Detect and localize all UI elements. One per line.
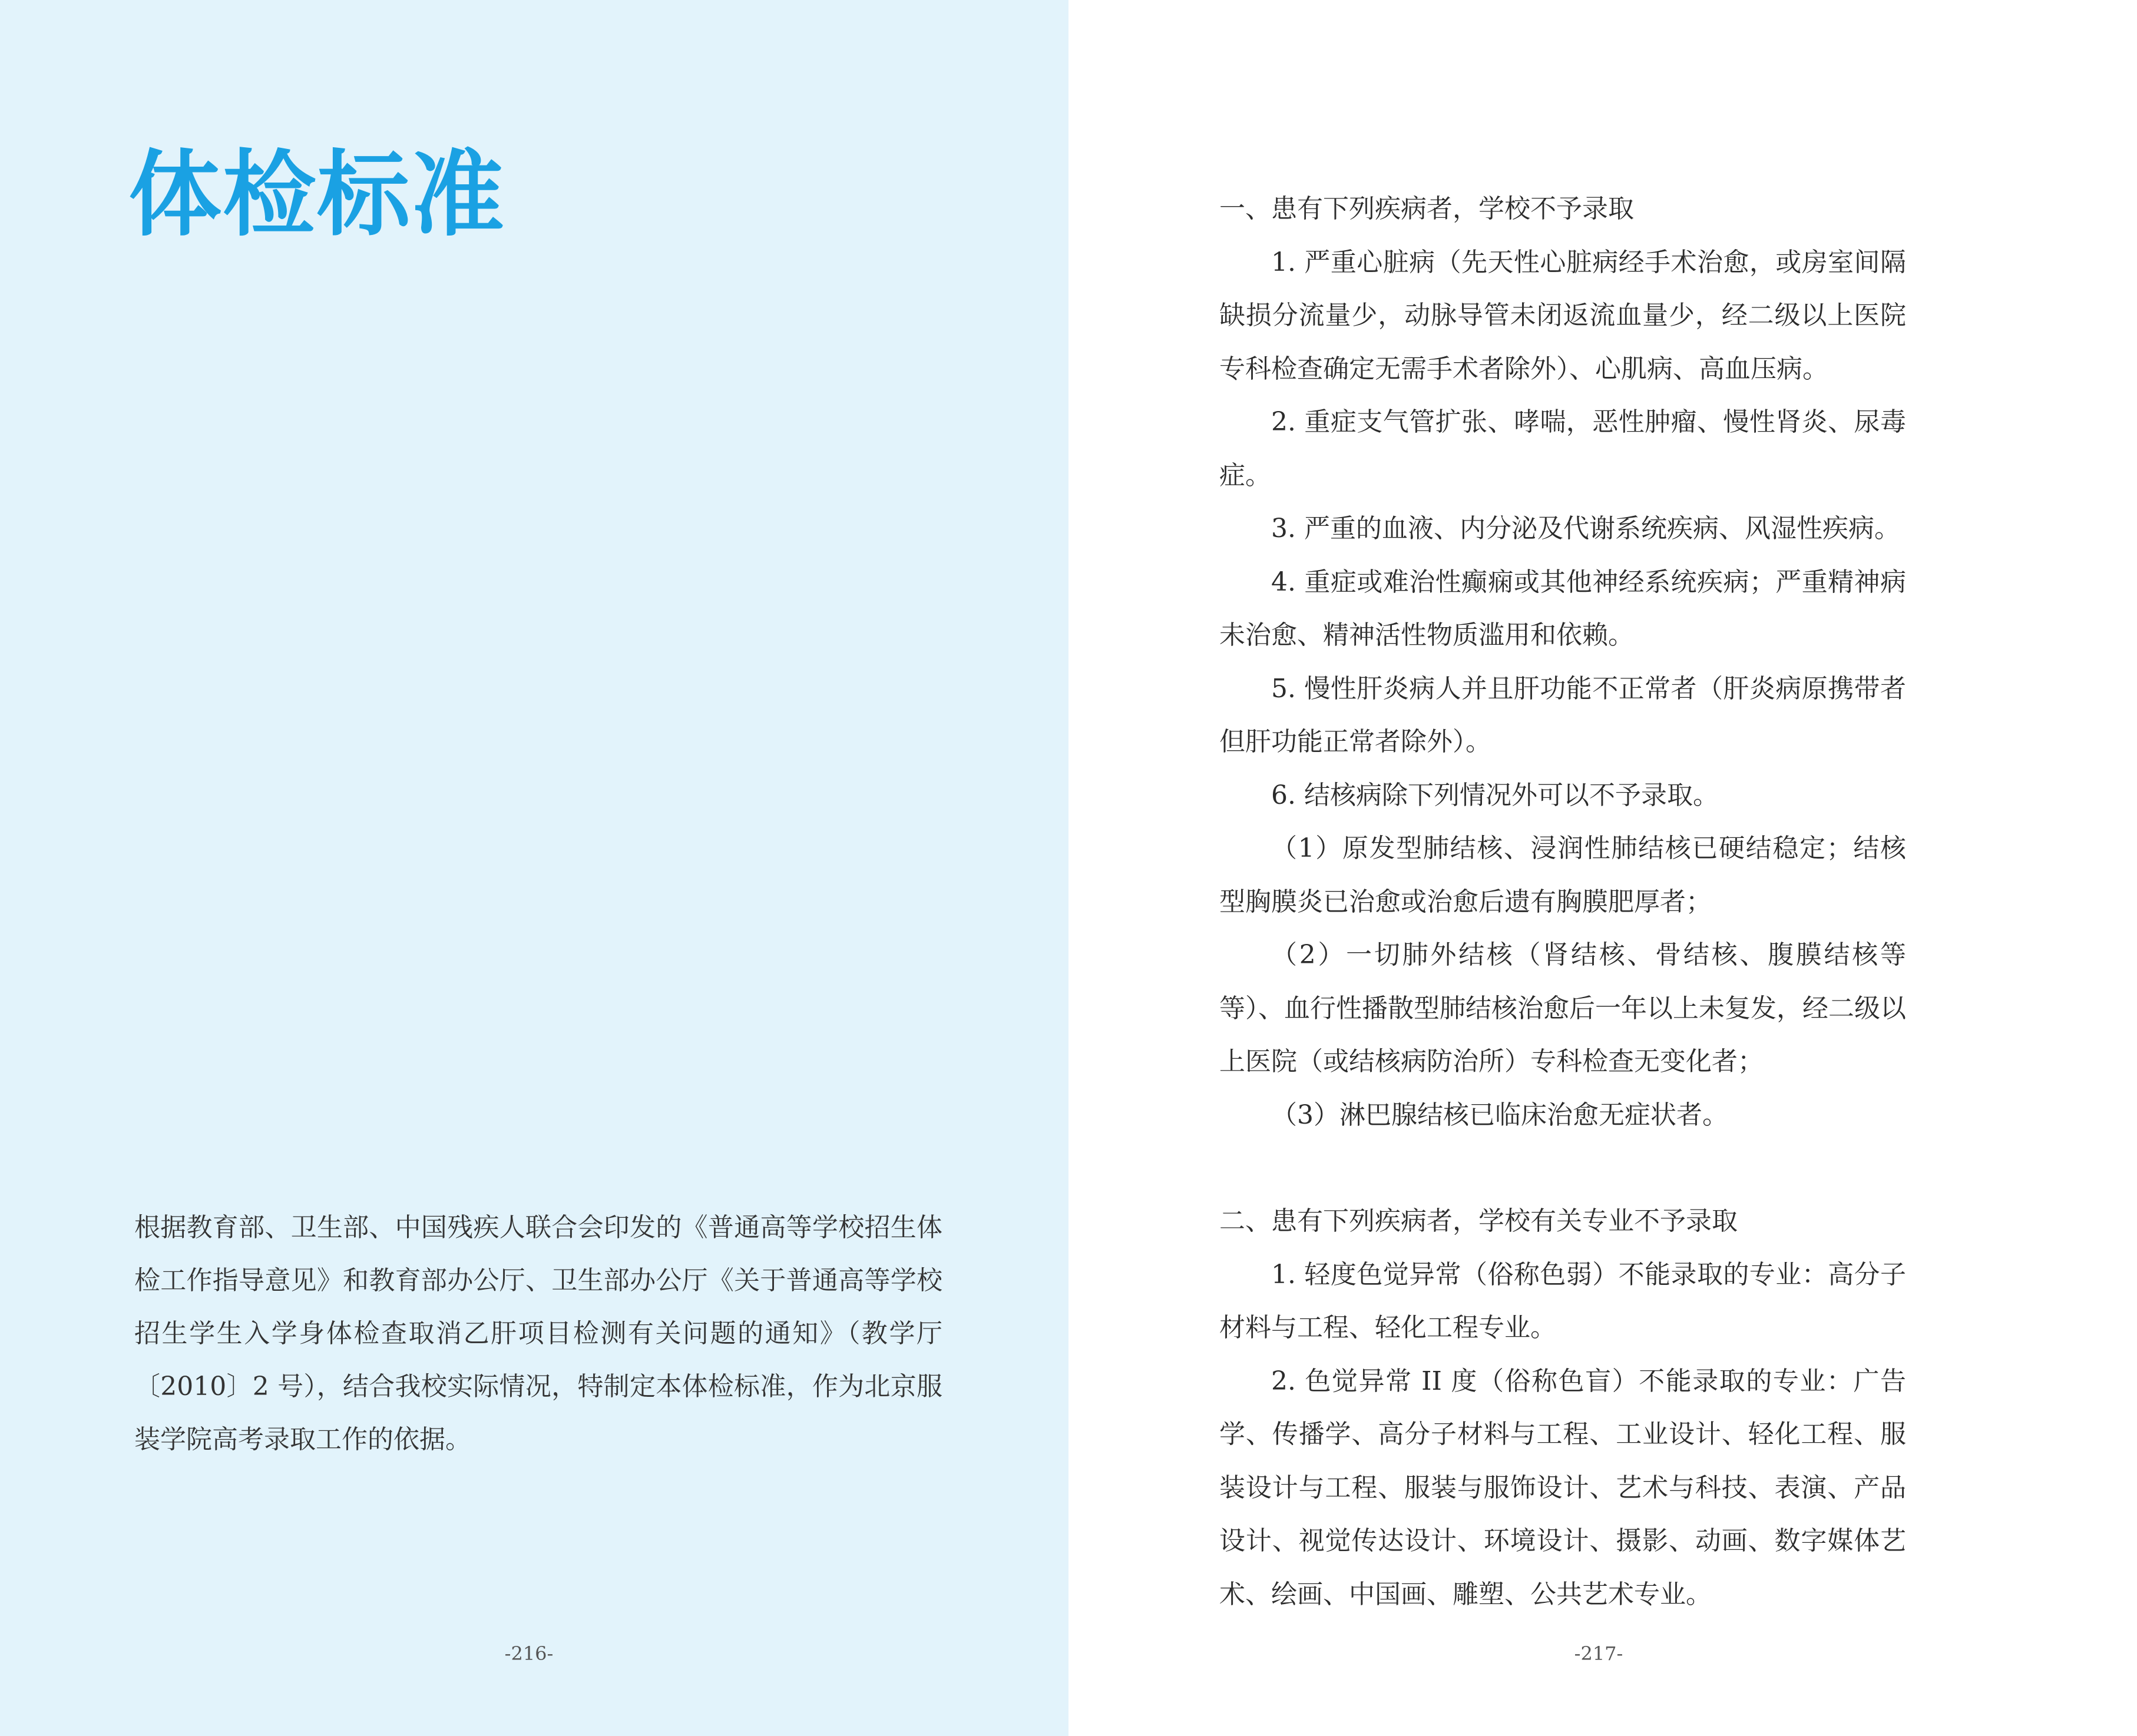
page-number-left: -216- (504, 1642, 554, 1665)
section1-heading: 一、患有下列疾病者，学校不予录取 (1219, 194, 1634, 224)
section1-subitem: （3）淋巴腺结核已临床治愈无症状者。 (1271, 1099, 1728, 1130)
left-page (0, 0, 1068, 1736)
page-title: 体检标准 (128, 141, 505, 249)
page-number-right: -217- (1574, 1642, 1623, 1665)
section1-item: 5. 慢性肝炎病人并且肝功能不正常者（肝炎病原携带者但肝功能正常者除外）。 (1219, 673, 1906, 757)
section1-subitem: （2）一切肺外结核（肾结核、骨结核、腹膜结核等等）、血行性播散型肺结核治愈后一年以上未复发，经二级以上医院（或结核病防治所）专科检查无变化者； (1219, 940, 1906, 1076)
section1-item: 3. 严重的血液、内分泌及代谢系统疾病、风湿性疾病。 (1271, 513, 1900, 544)
section1-item: 4. 重症或难治性癫痫或其他神经系统疾病；严重精神病未治愈、精神活性物质滥用和依赖。 (1219, 566, 1906, 650)
section2-item: 1. 轻度色觉异常（俗称色弱）不能录取的专业：高分子材料与工程、轻化工程专业。 (1219, 1259, 1906, 1343)
section-spacer (1219, 1142, 1906, 1195)
intro-paragraph: 根据教育部、卫生部、中国残疾人联合会印发的《普通高等学校招生体检工作指导意见》和教育部办公厅、卫生部办公厅《关于普通高等学校招生学生入学身体检查取消乙肝项目检测有关问题的通知》（教学厅〔2010〕2 号），结合我校实际情况，特制定本体检标准，作为北京服装学院高考录取工作的依据。 (134, 1212, 942, 1455)
right-page (1068, 0, 2137, 1736)
body-text (1219, 183, 1906, 1621)
section1-item: 1. 严重心脏病（先天性心脏病经手术治愈，或房室间隔缺损分流量少，动脉导管未闭返流血量少，经二级以上医院专科检查确定无需手术者除外）、心肌病、高血压病。 (1219, 247, 1906, 384)
section1-item: 2. 重症支气管扩张、哮喘，恶性肿瘤、慢性肾炎、尿毒症。 (1219, 407, 1906, 491)
section2-heading: 二、患有下列疾病者，学校有关专业不予录取 (1219, 1206, 1738, 1236)
section2-item: 2. 色觉异常 II 度（俗称色盲）不能录取的专业：广告学、传播学、高分子材料与工程、工业设计、轻化工程、服装设计与工程、服装与服饰设计、艺术与科技、表演、产品设计、视觉传达设计、环境设计、摄影、动画、数字媒体艺术、绘画、中国画、雕塑、公共艺术专业。 (1219, 1366, 1906, 1609)
section1-item: 6. 结核病除下列情况外可以不予录取。 (1271, 780, 1719, 810)
section1-subitem: （1）原发型肺结核、浸润性肺结核已硬结稳定；结核型胸膜炎已治愈或治愈后遗有胸膜肥厚者； (1219, 833, 1906, 917)
